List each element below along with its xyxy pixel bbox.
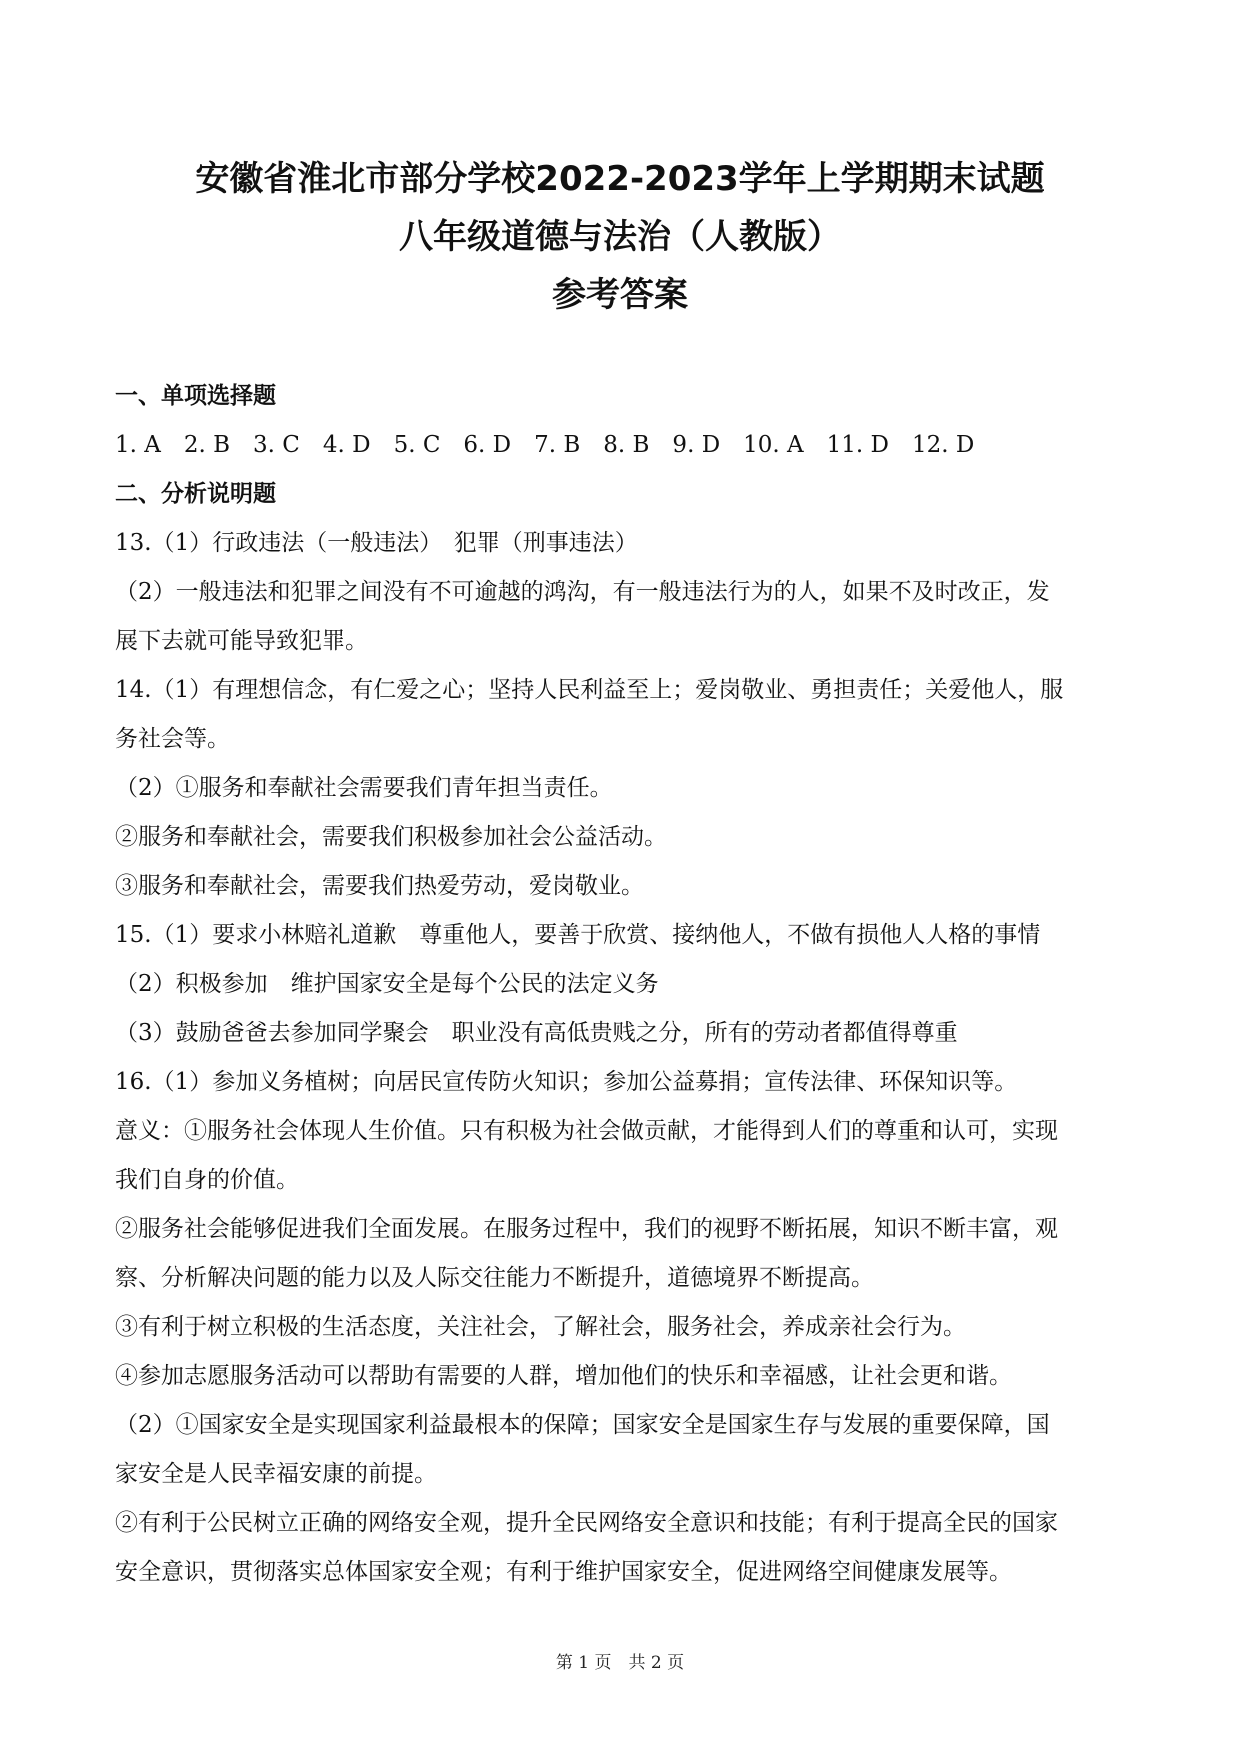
answer-line: 14.（1）有理想信念，有仁爱之心；坚持人民利益至上；爱岗敬业、勇担责任；关爱他人，服 — [115, 677, 1064, 703]
answer-line: 15.（1）要求小林赔礼道歉 尊重他人，要善于欣赏、接纳他人，不做有损他人人格的事情 — [115, 922, 1041, 948]
answer-line: （2）①服务和奉献社会需要我们青年担当责任。 — [115, 775, 613, 801]
answer-line: 家安全是人民幸福安康的前提。 — [115, 1461, 437, 1487]
answer-line: ③有利于树立积极的生活态度，关注社会，了解社会，服务社会，养成亲社会行为。 — [115, 1314, 966, 1340]
answer-line: 察、分析解决问题的能力以及人际交往能力不断提升，道德境界不断提高。 — [115, 1265, 874, 1291]
title-block — [0, 150, 1240, 324]
answer-line: ④参加志愿服务活动可以帮助有需要的人群，增加他们的快乐和幸福感，让社会更和谐。 — [115, 1363, 1012, 1389]
section-heading: 二、分析说明题 — [115, 481, 276, 507]
answer-key-title: 参考答案 — [552, 275, 688, 315]
answer-line: ②服务社会能够促进我们全面发展。在服务过程中，我们的视野不断拓展，知识不断丰富，观 — [115, 1216, 1058, 1242]
answer-line: 13.（1）行政违法（一般违法） 犯罪（刑事违法） — [115, 530, 638, 556]
answer-line: ②有利于公民树立正确的网络安全观，提升全民网络安全意识和技能；有利于提高全民的国家 — [115, 1510, 1058, 1536]
answer-line: ②服务和奉献社会，需要我们积极参加社会公益活动。 — [115, 824, 667, 850]
answer-line: 展下去就可能导致犯罪。 — [115, 628, 368, 654]
answer-content — [115, 372, 1125, 1597]
answer-line: ③服务和奉献社会，需要我们热爱劳动，爱岗敬业。 — [115, 873, 644, 899]
answer-line: （2）一般违法和犯罪之间没有不可逾越的鸿沟，有一般违法行为的人，如果不及时改正，发 — [115, 579, 1050, 605]
answer-line: 安全意识，贯彻落实总体国家安全观；有利于维护国家安全，促进网络空间健康发展等。 — [115, 1559, 1012, 1585]
answer-line: （3）鼓励爸爸去参加同学聚会 职业没有高低贵贱之分，所有的劳动者都值得尊重 — [115, 1020, 958, 1046]
answer-line: 我们自身的价值。 — [115, 1167, 299, 1193]
answer-line: 意义：①服务社会体现人生价值。只有积极为社会做贡献，才能得到人们的尊重和认可，实现 — [115, 1118, 1058, 1144]
answer-line: 16.（1）参加义务植树；向居民宣传防火知识；参加公益募捐；宣传法律、环保知识等。 — [115, 1069, 1018, 1095]
section-heading: 一、单项选择题 — [115, 383, 276, 409]
answer-line: 务社会等。 — [115, 726, 230, 752]
answer-line: 1. A 2. B 3. C 4. D 5. C 6. D 7. B 8. B 9. D 10. A 11. D 12. D — [115, 432, 975, 458]
page-title: 安徽省淮北市部分学校2022-2023学年上学期期末试题 — [195, 159, 1045, 199]
answer-line: （2）积极参加 维护国家安全是每个公民的法定义务 — [115, 971, 659, 997]
answer-line: （2）①国家安全是实现国家利益最根本的保障；国家安全是国家生存与发展的重要保障，国 — [115, 1412, 1050, 1438]
page-footer: 第 1 页 共 2 页 — [555, 1653, 685, 1673]
subject-title: 八年级道德与法治（人教版） — [399, 217, 841, 257]
